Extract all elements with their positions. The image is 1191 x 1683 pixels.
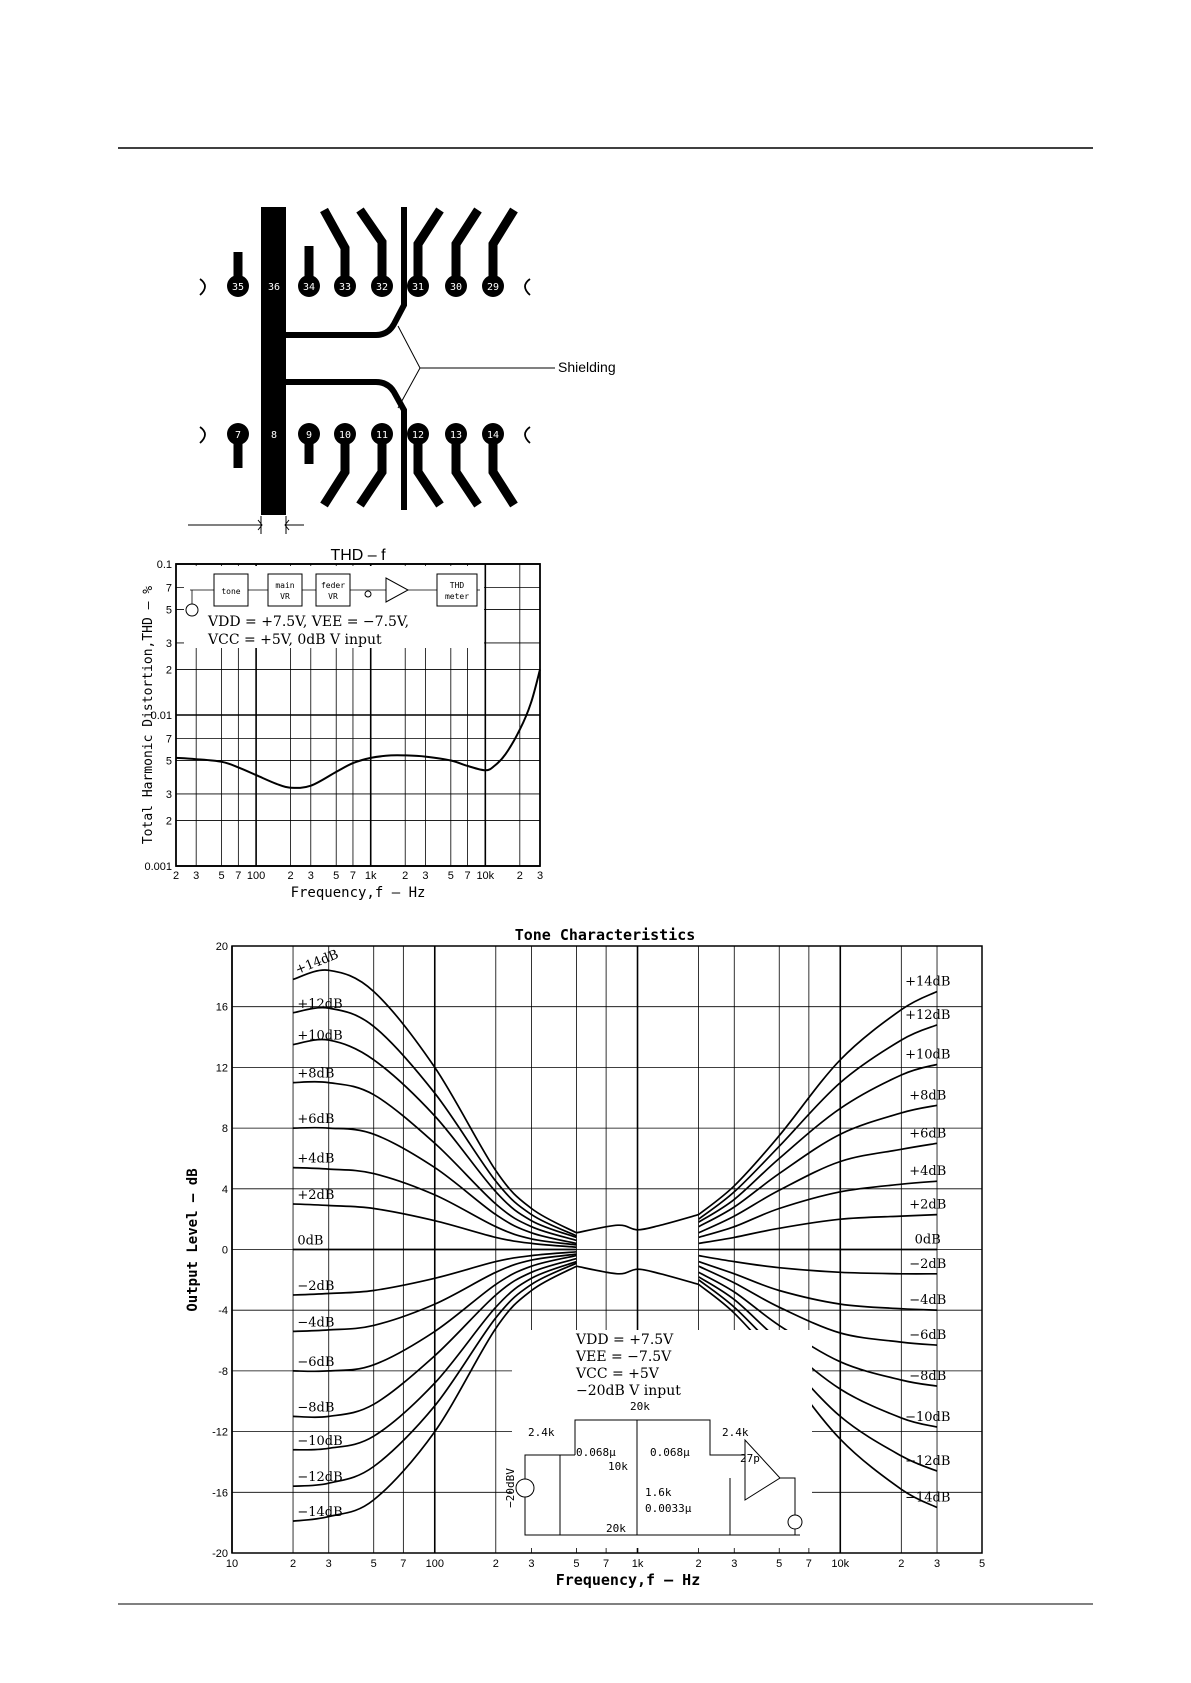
pin-number: 36	[267, 282, 281, 293]
ic-pin-bottom	[263, 423, 285, 445]
circuit-component-label: 0.068μ	[576, 1446, 616, 1459]
ic-pin-top	[371, 275, 393, 297]
thd-y-tick-label: 7	[165, 733, 172, 746]
treble-curve-label: +14dB	[905, 974, 951, 990]
circuit-component-label: 0.068μ	[650, 1446, 690, 1459]
pin-lead-trace	[324, 210, 345, 286]
thd-x-tick-label: 2	[402, 870, 409, 882]
ic-outline-mark	[525, 279, 530, 295]
thd-x-tick-label: 7	[235, 870, 242, 882]
tone-x-tick-label: 3	[325, 1558, 332, 1570]
treble-curve-label: −4dB	[909, 1293, 947, 1309]
pin-number: 11	[375, 430, 389, 441]
tone-y-tick-label: -8	[218, 1365, 228, 1378]
treble-curve-label: −6dB	[909, 1328, 947, 1344]
treble-curve-label: −8dB	[909, 1369, 947, 1385]
inset-block	[268, 574, 302, 606]
tone-y-axis-label: Output Level – dB	[185, 1168, 201, 1312]
thd-x-tick-label: 10k	[476, 870, 495, 882]
bass-curve-label: +10dB	[297, 1028, 343, 1044]
tone-x-tick-label: 3	[731, 1558, 738, 1570]
pin-lead-trace	[324, 434, 345, 505]
thd-x-tick-label: 7	[349, 870, 357, 882]
treble-curve-label: −10dB	[905, 1410, 951, 1426]
thd-test-circuit-inset	[184, 566, 484, 648]
inset-condition: VCC = +5V, 0dB V input	[208, 632, 382, 648]
tone-chart-title: Tone Characteristics	[514, 926, 696, 944]
thd-x-tick-label: 1k	[364, 870, 377, 882]
tone-y-tick-label: 8	[221, 1123, 228, 1136]
pin-number: 34	[302, 282, 316, 293]
bass-curve-label: −4dB	[297, 1315, 335, 1331]
tone-x-tick-label: 2	[289, 1558, 297, 1570]
circuit-component-label: 10k	[608, 1460, 628, 1473]
tone-condition: VDD = +7.5V	[576, 1332, 674, 1348]
tone-y-tick-label: 12	[215, 1062, 228, 1075]
ic-outline-mark	[525, 427, 530, 443]
tone-y-tick-label: 16	[215, 1001, 228, 1014]
thd-x-axis-label: Frequency,f – Hz	[290, 885, 426, 901]
thd-y-tick-label: 0.001	[144, 861, 172, 873]
bass-curve-label: +14dB	[293, 947, 341, 979]
inset-block-label: VR	[280, 592, 290, 601]
circuit-component-label: −20dBV	[504, 1468, 517, 1508]
treble-curve-label: −14dB	[905, 1490, 951, 1506]
terminal-icon	[365, 591, 371, 597]
tone-x-tick-label: 5	[573, 1558, 580, 1570]
tone-condition: −20dB V input	[576, 1383, 681, 1399]
bass-curve-label: −10dB	[297, 1433, 343, 1449]
pin-number: 35	[231, 282, 245, 293]
dimension-line	[188, 520, 304, 530]
thd-y-tick-label: 3	[165, 788, 172, 801]
thd-x-tick-label: 100	[246, 870, 266, 882]
thd-x-tick-label: 7	[464, 870, 471, 882]
tone-y-tick-label: -12	[212, 1426, 228, 1439]
pin-lead-trace	[418, 434, 440, 505]
thd-x-tick-label: 3	[536, 870, 544, 882]
pin-number: 32	[375, 282, 389, 293]
tone-y-tick-label: 0	[221, 1244, 228, 1257]
tone-x-tick-label: 7	[805, 1558, 812, 1570]
ic-pin-bottom	[445, 423, 467, 445]
inset-block-label: meter	[444, 592, 470, 601]
bass-curve-label: +4dB	[297, 1151, 335, 1167]
tone-x-tick-label: 5	[776, 1558, 783, 1570]
treble-curve-label: +12dB	[905, 1007, 951, 1023]
tone-x-tick-label: 5	[978, 1558, 986, 1570]
pcb-layout-figure	[188, 207, 616, 534]
treble-curve-label: +8dB	[909, 1088, 947, 1104]
pin-number: 8	[270, 430, 278, 441]
bass-curve-label: −12dB	[297, 1470, 343, 1486]
tone-x-tick-label: 7	[400, 1558, 407, 1570]
pin-lead-trace	[493, 210, 514, 286]
pin-lead-trace	[360, 210, 382, 286]
pin-number: 7	[234, 430, 242, 441]
ic-pin-top	[445, 275, 467, 297]
bass-curve-label: −2dB	[297, 1279, 335, 1295]
leader-line	[398, 326, 555, 368]
ic-pin-top	[482, 275, 504, 297]
inset-block-label: VR	[328, 592, 338, 601]
tone-characteristics-chart	[185, 926, 985, 1589]
thd-y-tick-label: 0.01	[150, 710, 172, 722]
ic-pin-bottom	[407, 423, 429, 445]
ic-outline-mark	[200, 279, 205, 295]
thd-y-tick-label: 0.1	[156, 559, 172, 571]
thd-y-tick-label: 3	[165, 637, 172, 650]
tone-test-circuit-inset	[504, 1330, 812, 1548]
inset-block-label: tone	[221, 587, 241, 596]
thd-x-tick-label: 5	[447, 870, 454, 882]
inset-block-label: THD	[449, 581, 465, 590]
circuit-component-label: 20k	[606, 1522, 626, 1535]
circuit-component-label: 0.0033μ	[645, 1502, 692, 1515]
tone-x-tick-label: 3	[933, 1558, 941, 1570]
thd-x-tick-label: 5	[333, 870, 340, 882]
tone-y-tick-label: -4	[218, 1305, 228, 1318]
circuit-component-label: 27p	[740, 1452, 760, 1465]
pin-number: 13	[449, 430, 463, 441]
inset-block-label: main	[275, 581, 295, 590]
bass-curve-label: +12dB	[297, 996, 343, 1012]
treble-curve-label: −2dB	[909, 1256, 947, 1272]
circuit-component-label: 20k	[630, 1400, 650, 1413]
tone-x-tick-label: 100	[425, 1558, 444, 1570]
bass-curve-label: +6dB	[297, 1112, 335, 1128]
ic-pin-bottom	[482, 423, 504, 445]
tone-y-tick-label: 20	[215, 941, 228, 953]
circuit-component-label: 1.6k	[645, 1486, 672, 1499]
pin-number: 33	[338, 282, 352, 293]
thd-x-tick-label: 2	[172, 870, 180, 882]
thd-x-tick-label: 3	[193, 870, 200, 882]
inset-block	[437, 574, 477, 606]
thd-x-tick-label: 5	[218, 870, 225, 882]
bass-curve-label: −14dB	[297, 1505, 343, 1521]
thd-y-tick-label: 5	[165, 755, 172, 768]
ic-pin-top	[407, 275, 429, 297]
tone-y-tick-label: -20	[212, 1548, 228, 1560]
leader-line	[398, 368, 420, 408]
shielding-label: Shielding	[558, 359, 616, 375]
treble-curve-label: 0dB	[914, 1232, 941, 1248]
ic-pin-bottom	[334, 423, 356, 445]
thd-x-tick-label: 2	[287, 870, 294, 882]
bass-curve-label: +2dB	[297, 1187, 335, 1203]
thd-x-tick-label: 2	[516, 870, 523, 882]
inset-condition: VDD = +7.5V, VEE = −7.5V,	[208, 614, 410, 630]
circuit-component-label: 2.4k	[722, 1426, 749, 1439]
thd-x-tick-label: 3	[422, 870, 429, 882]
treble-curve-label: +6dB	[909, 1126, 947, 1142]
ic-outline-mark	[200, 427, 205, 443]
tone-x-tick-label: 3	[528, 1558, 535, 1570]
ic-pin-top	[298, 275, 320, 297]
tone-y-tick-label: -16	[212, 1487, 228, 1500]
pin-number: 9	[305, 430, 313, 441]
ic-pin-bottom	[298, 423, 320, 445]
pcb-traces	[188, 207, 555, 534]
tone-x-tick-label: 1k	[631, 1558, 644, 1570]
tone-condition: VCC = +5V	[576, 1366, 659, 1382]
signal-source-icon	[186, 604, 198, 616]
pin-number: 30	[449, 282, 463, 293]
ic-pin-bottom	[227, 423, 249, 445]
pin-lead-trace	[456, 434, 478, 505]
tone-x-tick-label: 10	[225, 1558, 239, 1570]
treble-curve-label: +2dB	[909, 1197, 947, 1213]
signal-source-icon	[516, 1479, 534, 1497]
inset-block-label: feder	[320, 581, 346, 590]
treble-curve-label: +4dB	[909, 1164, 947, 1180]
inset-block	[316, 574, 350, 606]
tone-x-tick-label: 2	[492, 1558, 499, 1570]
pin-number: 12	[411, 430, 425, 441]
ic-pin-bottom	[371, 423, 393, 445]
pin-lead-trace	[493, 434, 514, 505]
tone-x-tick-label: 7	[603, 1558, 610, 1570]
tone-x-tick-label: 2	[695, 1558, 702, 1570]
voltmeter-icon	[788, 1515, 802, 1529]
pin-number: 31	[411, 282, 425, 293]
pin-lead-trace	[456, 210, 478, 286]
bass-curve-label: −6dB	[297, 1354, 335, 1370]
treble-curve-label: +10dB	[905, 1047, 951, 1063]
thd-y-tick-label: 7	[165, 582, 172, 595]
ic-pin-top	[334, 275, 356, 297]
bass-curve-label: +8dB	[297, 1066, 335, 1082]
pin-lead-trace	[418, 210, 440, 286]
thd-chart-title: THD – f	[330, 547, 386, 564]
pin-number: 14	[486, 430, 500, 441]
tone-x-tick-label: 10k	[831, 1558, 850, 1570]
treble-curve-label: −12dB	[905, 1454, 951, 1470]
tone-y-tick-label: 4	[221, 1183, 228, 1196]
bass-curve-label: 0dB	[297, 1233, 324, 1249]
thd-y-tick-label: 5	[165, 604, 172, 617]
tone-x-tick-label: 2	[898, 1558, 905, 1570]
pin-number: 10	[338, 430, 352, 441]
tone-x-tick-label: 5	[370, 1558, 377, 1570]
bass-curve-label: −8dB	[297, 1400, 335, 1416]
ground-bus-trace	[261, 207, 286, 515]
thd-y-tick-label: 2	[165, 664, 172, 677]
thd-chart	[141, 547, 543, 901]
ic-pin-top	[263, 275, 285, 297]
ic-pin-top	[227, 275, 249, 297]
tone-x-axis-label: Frequency,f – Hz	[555, 1571, 701, 1589]
thd-y-axis-label: Total Harmonic Distortion,THD – %	[141, 585, 156, 845]
thd-x-tick-label: 3	[307, 870, 314, 882]
pin-lead-trace	[360, 434, 382, 505]
pin-number: 29	[486, 282, 500, 293]
thd-y-tick-label: 2	[165, 815, 172, 828]
circuit-component-label: 2.4k	[528, 1426, 555, 1439]
tone-condition: VEE = −7.5V	[576, 1349, 672, 1365]
